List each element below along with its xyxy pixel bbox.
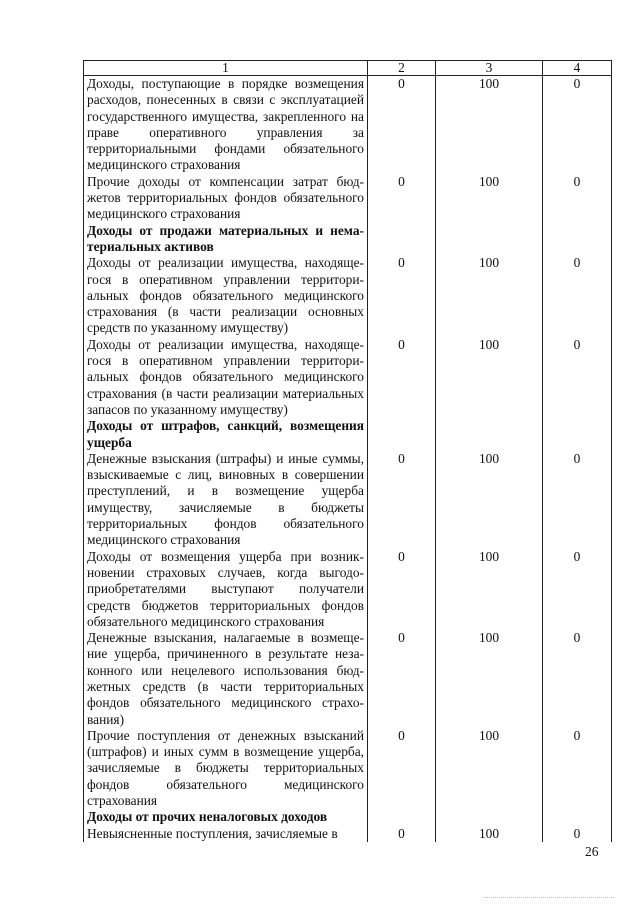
table-row bbox=[84, 549, 612, 630]
section-row bbox=[84, 418, 612, 451]
row-value-col-3: 100 bbox=[436, 255, 543, 336]
table-row bbox=[84, 630, 612, 728]
table-row bbox=[84, 174, 612, 223]
header-col-4: 4 bbox=[543, 61, 612, 76]
row-value-col-2: 0 bbox=[368, 728, 436, 809]
table-row bbox=[84, 255, 612, 336]
row-description: Прочие поступления от денежных взысканий (штрафов) и иных сумм в возмещение ущерба, зачисляемые в бюджеты территориальных фондов обязательного медицинского страхования bbox=[84, 728, 368, 809]
empty-cell bbox=[368, 418, 436, 451]
row-value-col-3: 100 bbox=[436, 728, 543, 809]
row-value-col-2: 0 bbox=[368, 451, 436, 549]
header-col-3: 3 bbox=[436, 61, 543, 76]
table-row bbox=[84, 728, 612, 809]
empty-cell bbox=[436, 809, 543, 825]
row-description: Прочие доходы от компенсации затрат бюджетов территориальных фондов обязательного медицинского страхования bbox=[84, 174, 368, 223]
row-description: Доходы, поступающие в порядке возмещения расходов, понесенных в связи с эксплуатацией государственного имущества, закрепленного на праве оперативного управления за территориальными фондами обязательного медицинского страхования bbox=[84, 76, 368, 174]
row-value-col-2: 0 bbox=[368, 255, 436, 336]
table-header-row bbox=[84, 61, 612, 76]
row-value-col-3: 100 bbox=[436, 630, 543, 728]
row-value-col-2: 0 bbox=[368, 549, 436, 630]
row-value-col-2: 0 bbox=[368, 76, 436, 174]
row-description: Доходы от возмещения ущерба при возникновении страховых случаев, когда выгодоприобретателями выступают получатели средств бюджетов территориальных фондов обязательного медицинского страхования bbox=[84, 549, 368, 630]
row-value-col-3: 100 bbox=[436, 174, 543, 223]
empty-cell bbox=[543, 223, 612, 256]
row-description: Денежные взыскания, налагаемые в возмещение ущерба, причиненного в результате незаконного или нецелевого использования бюджетных средств (в части территориальных фондов обязательного медицинского страхования) bbox=[84, 630, 368, 728]
table-row bbox=[84, 337, 612, 418]
row-value-col-2: 0 bbox=[368, 826, 436, 842]
row-description: Невыясненные поступления, зачисляемые в bbox=[84, 826, 368, 842]
empty-cell bbox=[436, 223, 543, 256]
empty-cell bbox=[543, 809, 612, 825]
row-value-col-4: 0 bbox=[543, 255, 612, 336]
row-value-col-3: 100 bbox=[436, 826, 543, 842]
row-value-col-2: 0 bbox=[368, 337, 436, 418]
empty-cell bbox=[368, 223, 436, 256]
section-heading: Доходы от штрафов, санкций, возмещения ущерба bbox=[84, 418, 368, 451]
row-value-col-4: 0 bbox=[543, 826, 612, 842]
table-row bbox=[84, 826, 612, 842]
row-value-col-3: 100 bbox=[436, 549, 543, 630]
row-description: Доходы от реализации имущества, находящегося в оперативном управлении территориальных фондов обязательного медицинского страхования (в части реализации материальных запасов по указанному имуществу) bbox=[84, 337, 368, 418]
row-value-col-4: 0 bbox=[543, 174, 612, 223]
row-value-col-3: 100 bbox=[436, 337, 543, 418]
row-value-col-3: 100 bbox=[436, 76, 543, 174]
row-value-col-2: 0 bbox=[368, 630, 436, 728]
row-value-col-4: 0 bbox=[543, 337, 612, 418]
section-heading: Доходы от прочих неналоговых доходов bbox=[84, 809, 368, 825]
row-value-col-4: 0 bbox=[543, 549, 612, 630]
row-description: Доходы от реализации имущества, находящегося в оперативном управлении территориальных фондов обязательного медицинского страхования (в части реализации основных средств по указанному имуществу) bbox=[84, 255, 368, 336]
row-value-col-4: 0 bbox=[543, 76, 612, 174]
header-col-1: 1 bbox=[84, 61, 368, 76]
empty-cell bbox=[543, 418, 612, 451]
section-heading: Доходы от продажи материальных и нематериальных активов bbox=[84, 223, 368, 256]
empty-cell bbox=[436, 418, 543, 451]
revenue-table bbox=[83, 60, 612, 842]
row-description: Денежные взыскания (штрафы) и иные суммы, взыскиваемые с лиц, виновных в совершении преступлений, и в возмещение ущерба имуществу, зачисляемые в бюджеты территориальных фондов обязательного медицинского страхования bbox=[84, 451, 368, 549]
empty-cell bbox=[368, 809, 436, 825]
section-row bbox=[84, 223, 612, 256]
scan-edge-divider bbox=[484, 897, 614, 898]
row-value-col-4: 0 bbox=[543, 728, 612, 809]
row-value-col-2: 0 bbox=[368, 174, 436, 223]
row-value-col-4: 0 bbox=[543, 630, 612, 728]
row-value-col-3: 100 bbox=[436, 451, 543, 549]
table-row bbox=[84, 451, 612, 549]
table-row bbox=[84, 76, 612, 174]
row-value-col-4: 0 bbox=[543, 451, 612, 549]
header-col-2: 2 bbox=[368, 61, 436, 76]
section-row bbox=[84, 809, 612, 825]
page-number: 26 bbox=[585, 844, 599, 859]
